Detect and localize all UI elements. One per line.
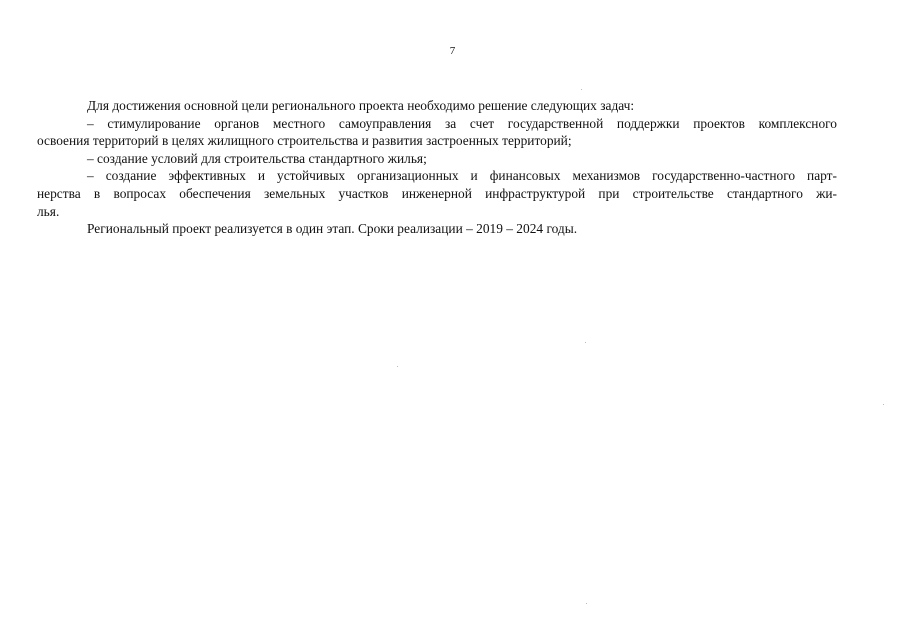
scan-speck [883, 404, 884, 405]
text-line-6: нерства в вопросах обеспечения земельных участков инженерной инфраструктурой при строительстве стандартного жи- [37, 185, 837, 201]
text-line-2: – стимулирование органов местного самоуправления за счет государственной поддержки проектов комплексного [87, 115, 837, 131]
text-line-5: – создание эффективных и устойчивых организационных и финансовых механизмов государственно-частного парт- [87, 168, 837, 184]
text-line-3: освоения территорий в целях жилищного строительства и развития застроенных территорий; [37, 133, 572, 149]
text-line-1: Для достижения основной цели регионального проекта необходимо решение следующих задач: [87, 98, 635, 113]
scan-speck [585, 342, 586, 343]
page-number: 7 [449, 45, 456, 57]
text-line-4: – создание условий для строительства стандартного жилья; [87, 150, 427, 166]
document-body [37, 97, 837, 238]
scan-speck [586, 603, 587, 604]
scan-speck [397, 366, 398, 367]
text-line-8: Региональный проект реализуется в один этап. Сроки реализации – 2019 – 2024 годы. [87, 221, 578, 237]
text-line-7: лья. [37, 203, 60, 219]
scan-speck [581, 89, 582, 90]
